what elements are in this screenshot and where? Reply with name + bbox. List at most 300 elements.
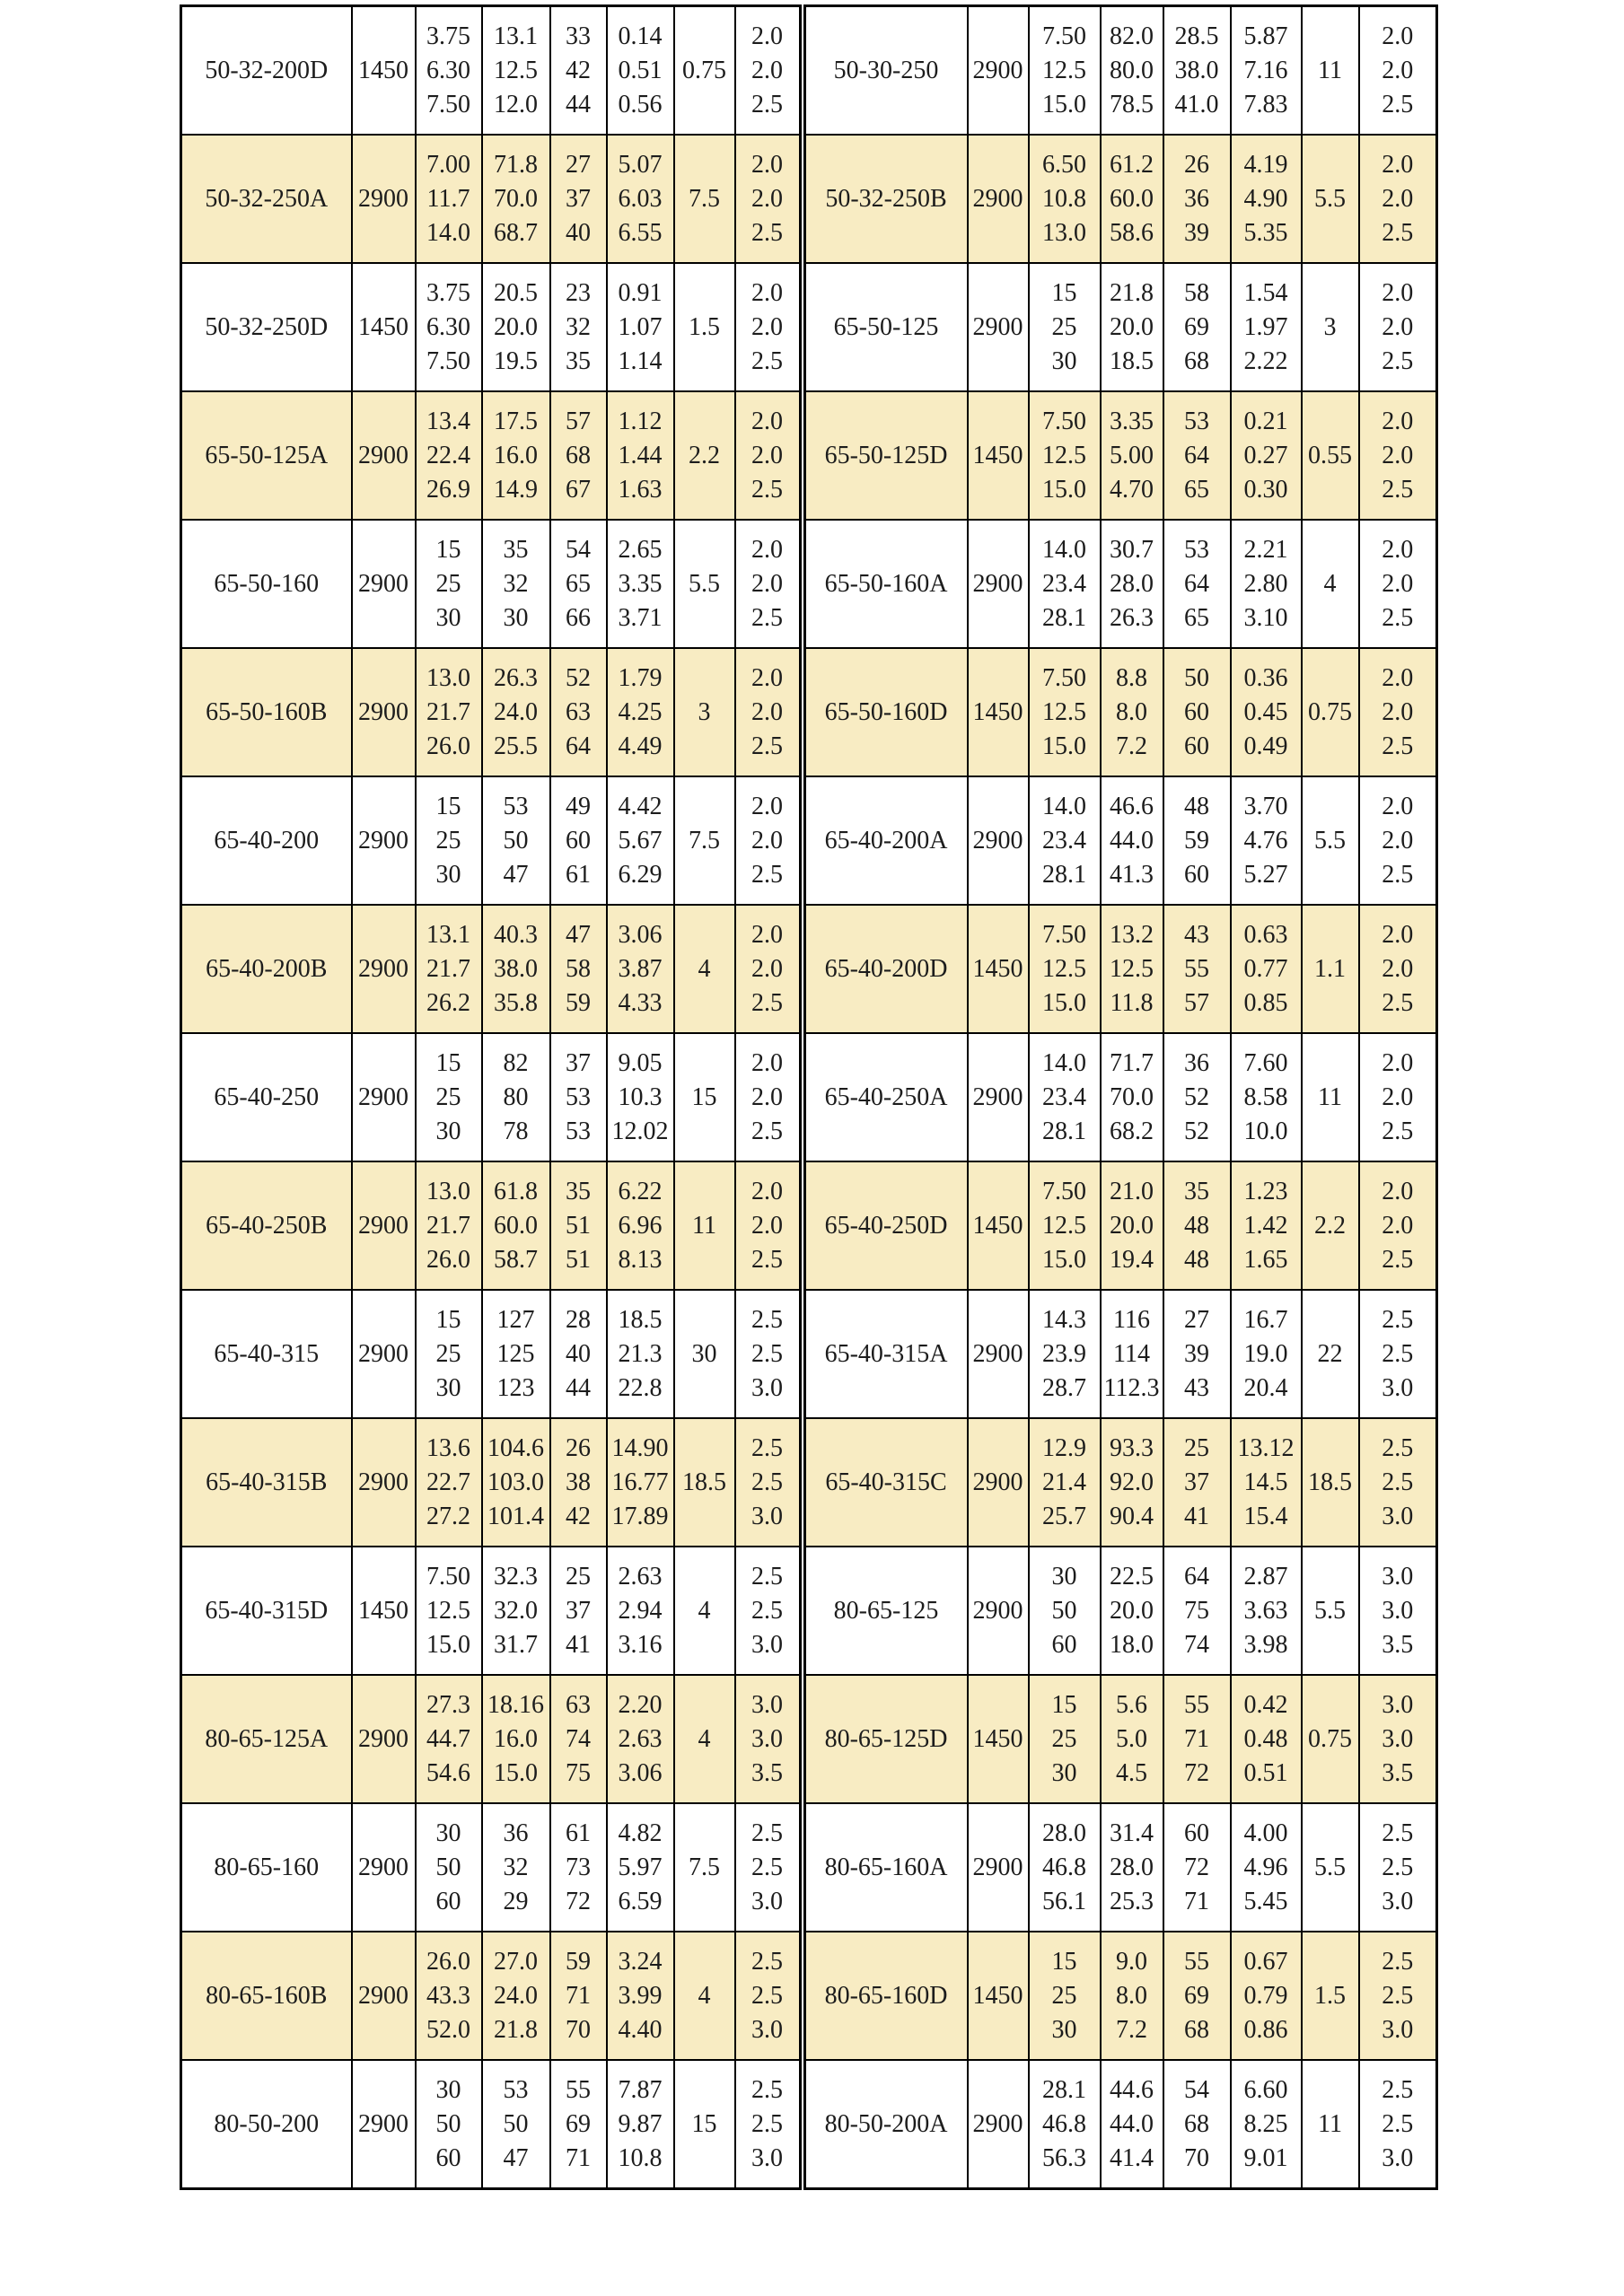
cell-value: 2.5 xyxy=(1382,1468,1414,1496)
right-head-values-cell xyxy=(1101,905,1163,1033)
cell-value: 1.63 xyxy=(618,475,663,504)
left-head-values-cell xyxy=(482,1290,550,1418)
left-motor-power-cell: 4 xyxy=(674,1675,735,1803)
cell-value: 3.0 xyxy=(751,2015,783,2044)
cell-value: 1.14 xyxy=(618,346,663,375)
cell-value: 72 xyxy=(566,1887,591,1915)
cell-value: 72 xyxy=(1184,1853,1209,1881)
cell-value: 29 xyxy=(503,1887,529,1915)
right-flow-values-cell xyxy=(1029,135,1101,263)
cell-value: 71 xyxy=(1184,1724,1209,1753)
cell-value: 30 xyxy=(1051,2015,1077,2044)
cell-value: 3.0 xyxy=(751,1887,783,1915)
pump-specs-table xyxy=(180,4,1438,2190)
cell-value: 7.2 xyxy=(1116,732,1147,760)
left-efficiency-values-cell xyxy=(550,1547,607,1675)
cell-value: 27.3 xyxy=(426,1690,470,1719)
cell-value: 23.9 xyxy=(1042,1339,1086,1368)
cell-value: 2.0 xyxy=(751,56,783,84)
cell-value: 2.5 xyxy=(1382,218,1414,247)
cell-value: 4.42 xyxy=(618,792,663,820)
cell-value: 16.7 xyxy=(1243,1305,1288,1334)
left-speed-cell: 2900 xyxy=(352,1161,416,1290)
cell-value: 15 xyxy=(435,792,461,820)
cell-value: 2.0 xyxy=(751,1048,783,1077)
right-efficiency-values-cell xyxy=(1163,1932,1231,2060)
cell-value: 60 xyxy=(435,1887,461,1915)
right-head-values-cell xyxy=(1101,1161,1163,1290)
right-speed-cell: 1450 xyxy=(968,1161,1029,1290)
left-power-values-cell xyxy=(607,1033,674,1161)
cell-value: 21.7 xyxy=(426,697,470,726)
cell-value: 52 xyxy=(1184,1082,1209,1111)
cell-value: 38.0 xyxy=(1174,56,1219,84)
cell-value: 22.5 xyxy=(1110,1562,1154,1591)
right-efficiency-values-cell xyxy=(1163,648,1231,776)
right-speed-cell: 2900 xyxy=(968,2060,1029,2189)
cell-value: 2.5 xyxy=(751,603,783,632)
right-power-values-cell xyxy=(1231,1290,1302,1418)
cell-value: 12.9 xyxy=(1042,1433,1086,1462)
cell-value: 7.50 xyxy=(1042,1177,1086,1205)
cell-value: 31.7 xyxy=(494,1630,538,1659)
left-motor-power-cell: 2.2 xyxy=(674,391,735,520)
cell-value: 101.4 xyxy=(487,1502,544,1530)
cell-value: 2.0 xyxy=(751,441,783,469)
left-model-cell: 80-65-125A xyxy=(181,1675,352,1803)
cell-value: 13.0 xyxy=(1042,218,1086,247)
cell-value: 25 xyxy=(566,1562,591,1591)
cell-value: 60 xyxy=(1184,860,1209,889)
cell-value: 5.97 xyxy=(618,1853,663,1881)
cell-value: 2.65 xyxy=(618,535,663,564)
right-motor-power-cell: 0.55 xyxy=(1302,391,1359,520)
right-speed-cell: 1450 xyxy=(968,391,1029,520)
left-motor-power-cell: 7.5 xyxy=(674,1803,735,1932)
cell-value: 35 xyxy=(566,346,591,375)
cell-value: 59 xyxy=(566,988,591,1017)
left-npsh-values-cell xyxy=(735,1418,803,1547)
cell-value: 2.0 xyxy=(751,1177,783,1205)
cell-value: 15 xyxy=(1051,278,1077,307)
left-flow-values-cell xyxy=(416,391,482,520)
cell-value: 30 xyxy=(435,2075,461,2104)
cell-value: 2.5 xyxy=(751,1117,783,1145)
cell-value: 18.0 xyxy=(1110,1630,1154,1659)
cell-value: 4.5 xyxy=(1116,1758,1147,1787)
right-npsh-values-cell xyxy=(1359,263,1437,391)
cell-value: 53 xyxy=(1184,407,1209,435)
cell-value: 37 xyxy=(566,1048,591,1077)
cell-value: 32.0 xyxy=(494,1596,538,1625)
right-motor-power-cell: 5.5 xyxy=(1302,776,1359,905)
right-efficiency-values-cell xyxy=(1163,263,1231,391)
right-power-values-cell xyxy=(1231,776,1302,905)
cell-value: 59 xyxy=(1184,826,1209,854)
cell-value: 71.7 xyxy=(1110,1048,1154,1077)
cell-value: 15.0 xyxy=(426,1630,470,1659)
left-head-values-cell xyxy=(482,6,550,136)
cell-value: 2.5 xyxy=(1382,2109,1414,2138)
left-motor-power-cell: 18.5 xyxy=(674,1418,735,1547)
cell-value: 2.63 xyxy=(618,1724,663,1753)
cell-value: 7.87 xyxy=(618,2075,663,2104)
cell-value: 5.27 xyxy=(1243,860,1288,889)
right-power-values-cell xyxy=(1231,1033,1302,1161)
cell-value: 2.5 xyxy=(1382,1117,1414,1145)
right-motor-power-cell: 11 xyxy=(1302,2060,1359,2189)
cell-value: 2.5 xyxy=(751,90,783,118)
cell-value: 2.5 xyxy=(1382,1818,1414,1847)
cell-value: 21.7 xyxy=(426,1211,470,1240)
right-flow-values-cell xyxy=(1029,905,1101,1033)
cell-value: 28.1 xyxy=(1042,2075,1086,2104)
left-npsh-values-cell xyxy=(735,905,803,1033)
cell-value: 2.0 xyxy=(1382,792,1414,820)
cell-value: 68.7 xyxy=(494,218,538,247)
left-head-values-cell xyxy=(482,2060,550,2189)
cell-value: 2.5 xyxy=(1382,1339,1414,1368)
cell-value: 0.91 xyxy=(618,278,663,307)
cell-value: 36 xyxy=(1184,184,1209,213)
left-flow-values-cell xyxy=(416,1547,482,1675)
right-efficiency-values-cell xyxy=(1163,1290,1231,1418)
right-model-cell: 65-50-160D xyxy=(803,648,968,776)
left-flow-values-cell xyxy=(416,1161,482,1290)
cell-value: 7.50 xyxy=(426,346,470,375)
cell-value: 3.87 xyxy=(618,954,663,983)
cell-value: 24.0 xyxy=(494,1981,538,2010)
cell-value: 1.65 xyxy=(1243,1245,1288,1274)
cell-value: 20.4 xyxy=(1243,1373,1288,1402)
left-npsh-values-cell xyxy=(735,1803,803,1932)
right-model-cell: 65-40-200D xyxy=(803,905,968,1033)
left-flow-values-cell xyxy=(416,1418,482,1547)
right-head-values-cell xyxy=(1101,776,1163,905)
cell-value: 4.90 xyxy=(1243,184,1288,213)
cell-value: 25 xyxy=(435,826,461,854)
cell-value: 26.3 xyxy=(494,663,538,692)
cell-value: 3.98 xyxy=(1243,1630,1288,1659)
cell-value: 1.12 xyxy=(618,407,663,435)
cell-value: 40 xyxy=(566,218,591,247)
cell-value: 114 xyxy=(1113,1339,1150,1368)
right-model-cell: 65-50-125D xyxy=(803,391,968,520)
left-efficiency-values-cell xyxy=(550,263,607,391)
cell-value: 19.0 xyxy=(1243,1339,1288,1368)
cell-value: 21.8 xyxy=(1110,278,1154,307)
left-power-values-cell xyxy=(607,1675,674,1803)
cell-value: 9.0 xyxy=(1116,1947,1147,1976)
left-efficiency-values-cell xyxy=(550,2060,607,2189)
cell-value: 2.5 xyxy=(751,1818,783,1847)
cell-value: 2.0 xyxy=(751,312,783,341)
cell-value: 2.0 xyxy=(1382,22,1414,50)
cell-value: 58.6 xyxy=(1110,218,1154,247)
left-flow-values-cell xyxy=(416,905,482,1033)
left-head-values-cell xyxy=(482,776,550,905)
table-row xyxy=(181,648,1437,776)
left-flow-values-cell xyxy=(416,1932,482,2060)
cell-value: 6.30 xyxy=(426,312,470,341)
table-row xyxy=(181,1290,1437,1418)
cell-value: 2.5 xyxy=(751,1339,783,1368)
cell-value: 61 xyxy=(566,860,591,889)
cell-value: 2.5 xyxy=(1382,1981,1414,2010)
left-head-values-cell xyxy=(482,905,550,1033)
cell-value: 2.21 xyxy=(1243,535,1288,564)
cell-value: 80.0 xyxy=(1110,56,1154,84)
cell-value: 58 xyxy=(1184,278,1209,307)
cell-value: 0.85 xyxy=(1243,988,1288,1017)
cell-value: 3.63 xyxy=(1243,1596,1288,1625)
cell-value: 48 xyxy=(1184,1245,1209,1274)
right-npsh-values-cell xyxy=(1359,1033,1437,1161)
cell-value: 25 xyxy=(435,1082,461,1111)
right-efficiency-values-cell xyxy=(1163,520,1231,648)
left-npsh-values-cell xyxy=(735,1161,803,1290)
cell-value: 12.5 xyxy=(1042,441,1086,469)
left-power-values-cell xyxy=(607,1803,674,1932)
right-speed-cell: 1450 xyxy=(968,905,1029,1033)
right-power-values-cell xyxy=(1231,1161,1302,1290)
right-motor-power-cell: 0.75 xyxy=(1302,1675,1359,1803)
cell-value: 41.4 xyxy=(1110,2143,1154,2172)
cell-value: 0.56 xyxy=(618,90,663,118)
cell-value: 2.0 xyxy=(1382,920,1414,949)
right-motor-power-cell: 2.2 xyxy=(1302,1161,1359,1290)
cell-value: 31.4 xyxy=(1110,1818,1154,1847)
cell-value: 52 xyxy=(1184,1117,1209,1145)
cell-value: 14.0 xyxy=(1042,535,1086,564)
left-head-values-cell xyxy=(482,135,550,263)
cell-value: 21.3 xyxy=(618,1339,663,1368)
cell-value: 61.8 xyxy=(494,1177,538,1205)
cell-value: 13.12 xyxy=(1237,1433,1295,1462)
cell-value: 41 xyxy=(566,1630,591,1659)
cell-value: 2.5 xyxy=(751,346,783,375)
cell-value: 2.5 xyxy=(751,1305,783,1334)
cell-value: 5.07 xyxy=(618,150,663,179)
cell-value: 103.0 xyxy=(487,1468,544,1496)
cell-value: 4.70 xyxy=(1110,475,1154,504)
cell-value: 8.0 xyxy=(1116,1981,1147,2010)
cell-value: 2.0 xyxy=(751,1211,783,1240)
left-motor-power-cell: 0.75 xyxy=(674,6,735,136)
cell-value: 2.5 xyxy=(1382,1853,1414,1881)
left-speed-cell: 1450 xyxy=(352,6,416,136)
cell-value: 5.6 xyxy=(1116,1690,1147,1719)
cell-value: 32 xyxy=(503,569,529,598)
cell-value: 68 xyxy=(1184,346,1209,375)
right-power-values-cell xyxy=(1231,1418,1302,1547)
cell-value: 26.0 xyxy=(426,732,470,760)
cell-value: 6.30 xyxy=(426,56,470,84)
cell-value: 30 xyxy=(1051,1758,1077,1787)
cell-value: 71 xyxy=(566,2143,591,2172)
cell-value: 41 xyxy=(1184,1502,1209,1530)
left-npsh-values-cell xyxy=(735,776,803,905)
right-head-values-cell xyxy=(1101,1418,1163,1547)
cell-value: 28 xyxy=(566,1305,591,1334)
table-row xyxy=(181,1033,1437,1161)
cell-value: 7.2 xyxy=(1116,2015,1147,2044)
cell-value: 13.4 xyxy=(426,407,470,435)
cell-value: 46.8 xyxy=(1042,1853,1086,1881)
cell-value: 2.0 xyxy=(1382,150,1414,179)
cell-value: 3.0 xyxy=(1382,1887,1414,1915)
right-efficiency-values-cell xyxy=(1163,2060,1231,2189)
cell-value: 2.20 xyxy=(618,1690,663,1719)
right-speed-cell: 2900 xyxy=(968,6,1029,136)
left-head-values-cell xyxy=(482,391,550,520)
right-head-values-cell xyxy=(1101,648,1163,776)
right-npsh-values-cell xyxy=(1359,1675,1437,1803)
cell-value: 0.51 xyxy=(1243,1758,1288,1787)
left-speed-cell: 2900 xyxy=(352,1932,416,2060)
cell-value: 2.0 xyxy=(1382,1177,1414,1205)
cell-value: 25.3 xyxy=(1110,1887,1154,1915)
cell-value: 65 xyxy=(1184,603,1209,632)
left-efficiency-values-cell xyxy=(550,6,607,136)
cell-value: 68.2 xyxy=(1110,1117,1154,1145)
cell-value: 2.0 xyxy=(751,278,783,307)
cell-value: 44.0 xyxy=(1110,826,1154,854)
cell-value: 4.40 xyxy=(618,2015,663,2044)
left-flow-values-cell xyxy=(416,1675,482,1803)
cell-value: 3.16 xyxy=(618,1630,663,1659)
left-flow-values-cell xyxy=(416,1033,482,1161)
cell-value: 53 xyxy=(566,1082,591,1111)
left-npsh-values-cell xyxy=(735,1290,803,1418)
right-head-values-cell xyxy=(1101,1932,1163,2060)
cell-value: 2.0 xyxy=(1382,312,1414,341)
table-row xyxy=(181,905,1437,1033)
right-flow-values-cell xyxy=(1029,1161,1101,1290)
right-npsh-values-cell xyxy=(1359,905,1437,1033)
cell-value: 0.77 xyxy=(1243,954,1288,983)
right-npsh-values-cell xyxy=(1359,1290,1437,1418)
cell-value: 6.59 xyxy=(618,1887,663,1915)
right-head-values-cell xyxy=(1101,1675,1163,1803)
right-model-cell: 80-65-125D xyxy=(803,1675,968,1803)
left-motor-power-cell: 11 xyxy=(674,1161,735,1290)
cell-value: 23.4 xyxy=(1042,1082,1086,1111)
cell-value: 90.4 xyxy=(1110,1502,1154,1530)
left-model-cell: 65-50-125A xyxy=(181,391,352,520)
cell-value: 15 xyxy=(1051,1947,1077,1976)
cell-value: 2.5 xyxy=(751,732,783,760)
right-power-values-cell xyxy=(1231,520,1302,648)
right-flow-values-cell xyxy=(1029,1290,1101,1418)
cell-value: 43.3 xyxy=(426,1981,470,2010)
cell-value: 2.0 xyxy=(751,826,783,854)
cell-value: 2.0 xyxy=(751,663,783,692)
right-head-values-cell xyxy=(1101,135,1163,263)
left-motor-power-cell: 1.5 xyxy=(674,263,735,391)
right-head-values-cell xyxy=(1101,1033,1163,1161)
cell-value: 9.05 xyxy=(618,1048,663,1077)
cell-value: 7.16 xyxy=(1243,56,1288,84)
cell-value: 2.0 xyxy=(1382,1048,1414,1077)
table-row xyxy=(181,1161,1437,1290)
cell-value: 15.4 xyxy=(1243,1502,1288,1530)
table-row xyxy=(181,520,1437,648)
cell-value: 2.5 xyxy=(751,2109,783,2138)
cell-value: 8.25 xyxy=(1243,2109,1288,2138)
cell-value: 4.19 xyxy=(1243,150,1288,179)
cell-value: 54 xyxy=(566,535,591,564)
right-head-values-cell xyxy=(1101,6,1163,136)
cell-value: 52 xyxy=(566,663,591,692)
cell-value: 14.3 xyxy=(1042,1305,1086,1334)
cell-value: 3.0 xyxy=(1382,2015,1414,2044)
left-model-cell: 65-50-160B xyxy=(181,648,352,776)
cell-value: 61.2 xyxy=(1110,150,1154,179)
left-power-values-cell xyxy=(607,1161,674,1290)
left-speed-cell: 2900 xyxy=(352,648,416,776)
cell-value: 19.4 xyxy=(1110,1245,1154,1274)
right-speed-cell: 2900 xyxy=(968,1033,1029,1161)
right-npsh-values-cell xyxy=(1359,1547,1437,1675)
left-flow-values-cell xyxy=(416,135,482,263)
right-speed-cell: 2900 xyxy=(968,520,1029,648)
left-npsh-values-cell xyxy=(735,1675,803,1803)
right-speed-cell: 2900 xyxy=(968,1418,1029,1547)
cell-value: 15.0 xyxy=(1042,988,1086,1017)
cell-value: 25 xyxy=(435,569,461,598)
right-flow-values-cell xyxy=(1029,391,1101,520)
cell-value: 3.0 xyxy=(1382,1373,1414,1402)
cell-value: 2.0 xyxy=(751,184,783,213)
cell-value: 59 xyxy=(566,1947,591,1976)
right-flow-values-cell xyxy=(1029,776,1101,905)
cell-value: 82 xyxy=(503,1048,529,1077)
cell-value: 13.2 xyxy=(1110,920,1154,949)
cell-value: 44.7 xyxy=(426,1724,470,1753)
left-power-values-cell xyxy=(607,648,674,776)
cell-value: 15.0 xyxy=(1042,732,1086,760)
left-motor-power-cell: 7.5 xyxy=(674,135,735,263)
cell-value: 0.51 xyxy=(618,56,663,84)
left-efficiency-values-cell xyxy=(550,391,607,520)
cell-value: 2.5 xyxy=(1382,732,1414,760)
cell-value: 2.5 xyxy=(751,475,783,504)
cell-value: 116 xyxy=(1113,1305,1150,1334)
right-model-cell: 50-32-250B xyxy=(803,135,968,263)
cell-value: 63 xyxy=(566,697,591,726)
cell-value: 8.58 xyxy=(1243,1082,1288,1111)
cell-value: 69 xyxy=(1184,1981,1209,2010)
cell-value: 5.87 xyxy=(1243,22,1288,50)
cell-value: 68 xyxy=(566,441,591,469)
cell-value: 1.79 xyxy=(618,663,663,692)
cell-value: 2.0 xyxy=(751,407,783,435)
right-speed-cell: 1450 xyxy=(968,1932,1029,2060)
cell-value: 44 xyxy=(566,90,591,118)
right-power-values-cell xyxy=(1231,263,1302,391)
left-speed-cell: 1450 xyxy=(352,263,416,391)
cell-value: 2.5 xyxy=(1382,1305,1414,1334)
cell-value: 28.1 xyxy=(1042,603,1086,632)
cell-value: 28.0 xyxy=(1042,1818,1086,1847)
cell-value: 3.0 xyxy=(751,1373,783,1402)
cell-value: 26.0 xyxy=(426,1245,470,1274)
left-npsh-values-cell xyxy=(735,2060,803,2189)
cell-value: 30 xyxy=(435,1117,461,1145)
left-npsh-values-cell xyxy=(735,6,803,136)
left-power-values-cell xyxy=(607,391,674,520)
